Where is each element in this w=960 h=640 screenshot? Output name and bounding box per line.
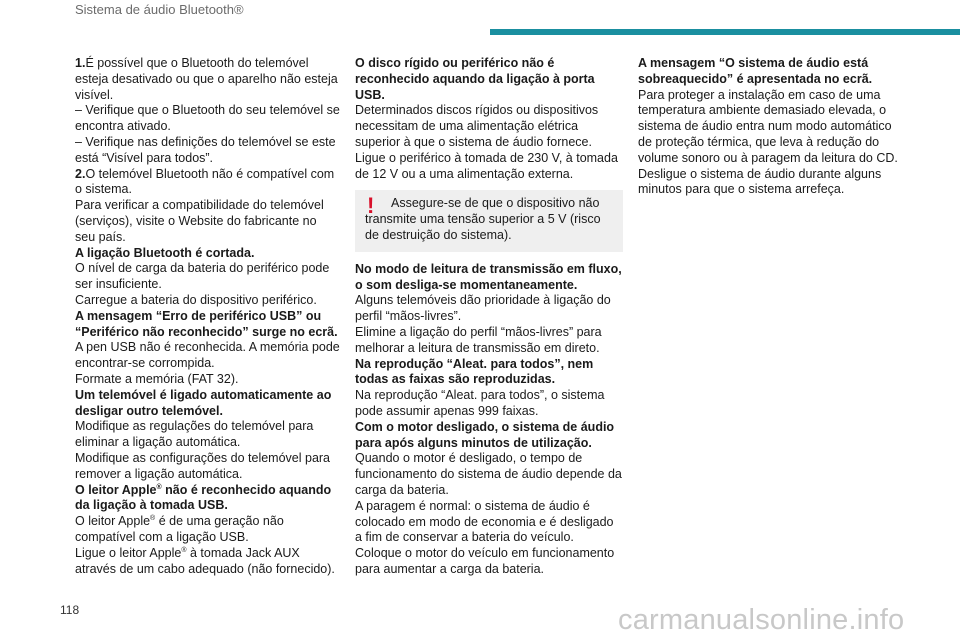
item-number: 1. bbox=[75, 56, 86, 70]
page-number: 118 bbox=[60, 603, 80, 617]
body-text: Modifique as regulações do telemóvel para eliminar a ligação automática. bbox=[75, 419, 314, 450]
question-heading: No modo de leitura de transmissão em fluxo, o som desliga-se momentaneamente. bbox=[355, 261, 622, 292]
body-text: Na reprodução “Aleat. para todos”, o sistema pode assumir apenas 999 faixas. bbox=[355, 388, 605, 418]
column-3 bbox=[638, 56, 908, 198]
question-heading: Na reprodução “Aleat. para todos”, nem todas as faixas são reproduzidas. bbox=[355, 356, 594, 387]
text-part: Ligue o leitor Apple bbox=[75, 545, 182, 560]
heading-part: O leitor Apple bbox=[75, 482, 157, 497]
body-text: Quando o motor é desligado, o tempo de funcionamento do sistema de áudio depende da carga da bateria. bbox=[355, 451, 622, 497]
body-text: O nível de carga da bateria do periférico pode ser insuficiente. bbox=[75, 261, 330, 292]
question-heading: Um telemóvel é ligado automaticamente ao desligar outro telemóvel. bbox=[75, 387, 332, 418]
question-heading: O disco rígido ou periférico não é reconhecido aquando da ligação à porta USB. bbox=[355, 56, 595, 102]
bullet: – Verifique nas definições do telemóvel se este está “Visível para todos”. bbox=[75, 134, 336, 165]
body-text: Para verificar a compatibilidade do telemóvel (serviços), visite o Website do fabricante no seu país. bbox=[75, 198, 324, 244]
body-text: A pen USB não é reconhecida. A memória pode encontrar-se corrompida. bbox=[75, 340, 340, 371]
text-part: à tomada Jack AUX através de um cabo adequado (não fornecido). bbox=[75, 545, 335, 576]
warning-text: Assegure-se de que o dispositivo não transmite uma tensão superior a 5 V (risco de destruição do sistema). bbox=[365, 196, 601, 242]
text-part: O leitor Apple bbox=[75, 514, 151, 529]
body-text bbox=[75, 514, 340, 546]
registered-mark: ® bbox=[181, 546, 187, 554]
body-text: Carregue a bateria do dispositivo periférico. bbox=[75, 292, 317, 307]
warning-box bbox=[355, 190, 623, 251]
item-2 bbox=[75, 167, 340, 199]
body-text: Determinados discos rígidos ou dispositivos necessitam de uma alimentação elétrica superior à que o sistema de áudio fornece. bbox=[355, 103, 599, 149]
item-text: É possível que o Bluetooth do telemóvel esteja desativado ou que o aparelho não esteja visível. bbox=[75, 56, 338, 102]
registered-mark: ® bbox=[150, 514, 156, 522]
header-accent-bar bbox=[490, 29, 960, 35]
body-text: Modifique as configurações do telemóvel para remover a ligação automática. bbox=[75, 450, 331, 481]
question-heading: Com o motor desligado, o sistema de áudio para após alguns minutos de utilização. bbox=[355, 419, 615, 450]
body-text: A paragem é normal: o sistema de áudio é colocado em modo de economia e é desligado a fim de conservar a bateria do veículo. bbox=[355, 498, 614, 545]
body-text: Para proteger a instalação em caso de uma temperatura ambiente demasiado elevada, o sistema de áudio entra num modo automático de proteção térmica, que leva à redução do volume sonoro ou à paragem da leitura do CD. bbox=[638, 87, 898, 165]
body-text: Alguns telemóveis dão prioridade à ligação do perfil “mãos-livres”. bbox=[355, 293, 611, 324]
body-text: Formate a memória (FAT 32). bbox=[75, 371, 239, 386]
question-heading: A mensagem “Erro de periférico USB” ou “Periférico não reconhecido” surge no ecrã. bbox=[75, 308, 338, 339]
warning-icon: ! bbox=[367, 193, 375, 219]
item-1 bbox=[75, 56, 340, 103]
body-text: Desligue o sistema de áudio durante alguns minutos para que o sistema arrefeça. bbox=[638, 166, 882, 197]
item-text: O telemóvel Bluetooth não é compatível com o sistema. bbox=[75, 166, 335, 197]
bullet: – Verifique que o Bluetooth do seu telemóvel se encontra ativado. bbox=[75, 103, 340, 134]
question-heading: A mensagem “O sistema de áudio está sobreaquecido” é apresentada no ecrã. bbox=[638, 56, 873, 86]
text-part: é de uma geração não compatível com a ligação USB. bbox=[75, 514, 284, 544]
question-heading: A ligação Bluetooth é cortada. bbox=[75, 245, 255, 260]
body-text: Ligue o periférico à tomada de 230 V, à tomada de 12 V ou a uma alimentação externa. bbox=[355, 150, 618, 181]
watermark: carmanualsonline.info bbox=[618, 604, 905, 636]
registered-mark: ® bbox=[156, 483, 162, 491]
question-heading bbox=[75, 483, 340, 515]
section-title: Sistema de áudio Bluetooth® bbox=[75, 2, 244, 17]
heading-part: não é reconhecido aquando da ligação à tomada USB. bbox=[75, 482, 332, 513]
body-text: Coloque o motor do veículo em funcionamento para aumentar a carga da bateria. bbox=[355, 546, 615, 576]
item-number: 2. bbox=[75, 166, 86, 181]
body-text: Elimine a ligação do perfil “mãos-livres” para melhorar a leitura de transmissão em direto. bbox=[355, 324, 602, 355]
body-text bbox=[75, 546, 340, 578]
column-2 bbox=[355, 56, 623, 578]
column-1 bbox=[75, 56, 340, 577]
